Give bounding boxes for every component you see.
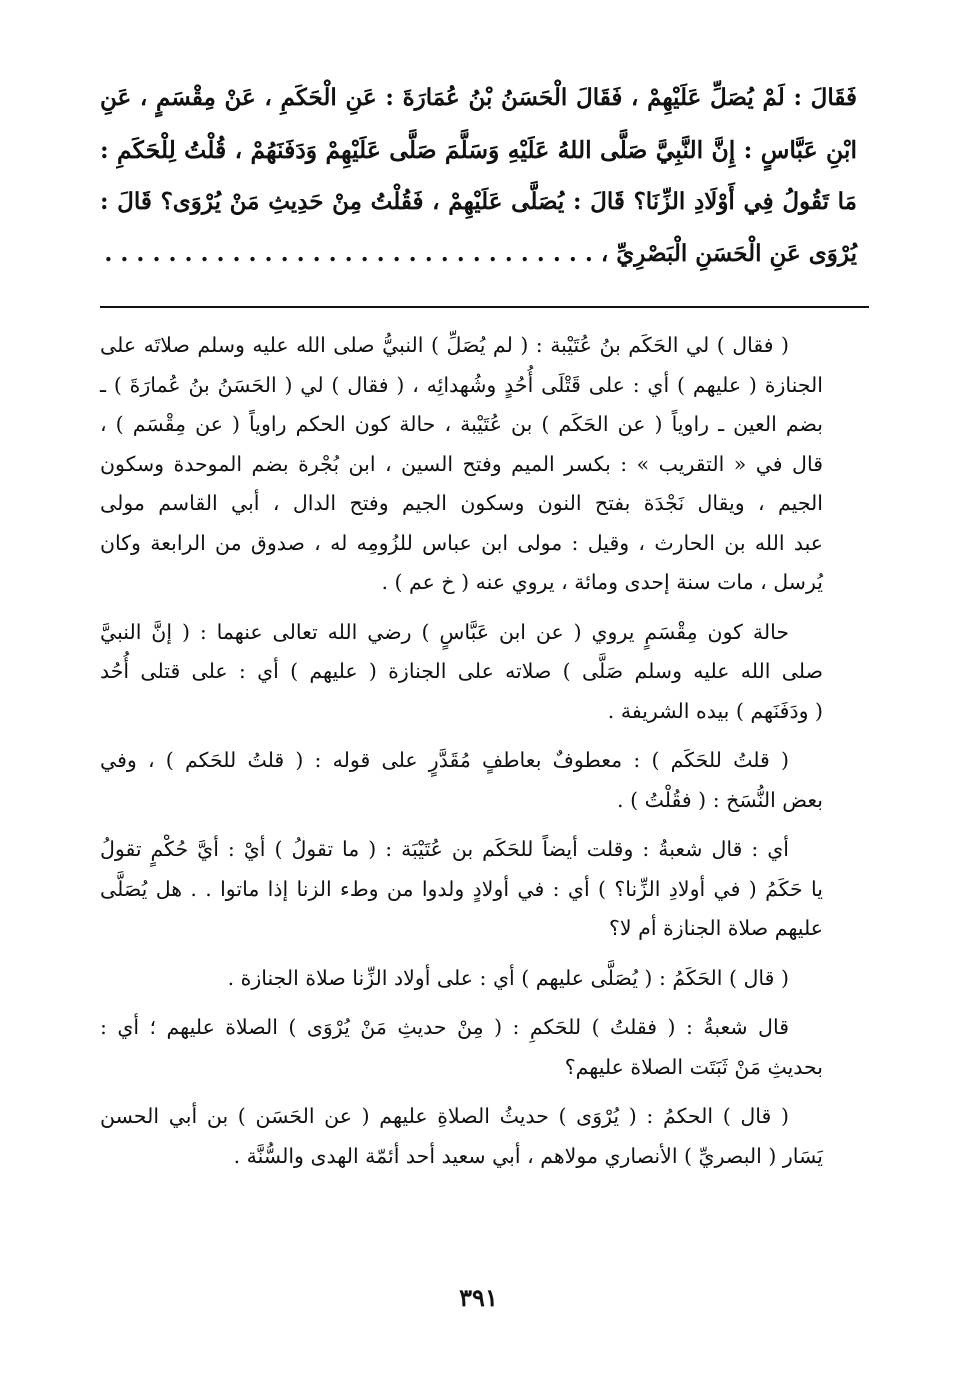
commentary-line: عليهم صلاة الجنازة أم لا؟ [609, 916, 823, 940]
commentary-line: حالة كون مِقْسَمٍ يروي ( عن ابن عَبَّاسٍ ) رضي الله تعالى عنهما : ( إنَّ النبيَّ [100, 619, 789, 644]
commentary-line: ( فقال ) لي الحَكَم بنُ عُتَيْبة : ( لم يُصَلِّ ) النبيُّ صلى الله عليه وسلم صلاتَه على [100, 333, 789, 357]
commentary-paragraph [100, 613, 857, 732]
commentary-paragraph [100, 741, 857, 820]
commentary-line: أي : قال شعبةُ : وقلت أيضاً للحَكَم بن عُتَيْبَة : ( ما تقولُ ) أيْ : أيَّ حُكْمٍ تقولُ [100, 837, 789, 861]
commentary-paragraph [100, 1008, 857, 1087]
main-text-line: فَقَالَ : لَمْ يُصَلِّ عَلَيْهِمْ ، فَقَالَ الْحَسَنُ بْنُ عُمَارَةَ : عَنِ الْحَكَمِ ، عَنْ مِقْسَمٍ ، عَنِ [100, 84, 857, 111]
commentary-line: بحديثِ مَنْ ثَبَتَت الصلاة عليهم؟ [564, 1054, 823, 1079]
main-hadith-text [100, 72, 857, 296]
commentary-line: عبد الله بن الحارث ، وقيل : مولى ابن عباس للزُومِه له ، صدوق من الرابعة وكان [100, 530, 823, 555]
commentary-line: ( ودَفَنَهم ) بيده الشريفة . [607, 698, 823, 723]
commentary-line: قال في « التقريب » : بكسر الميم وفتح السين ، ابن بُجْرة بضم الموحدة وسكون [100, 451, 823, 476]
commentary-line: ( قال ) الحَكَمُ : ( يُصَلَّى عليهم ) أي : على أولاد الزِّنا صلاة الجنازة . [227, 965, 789, 990]
commentary-line: قال شعبةُ : ( فقلتُ ) للحَكمِ : ( مِنْ حديثِ مَنْ يُرْوَى ) الصلاة عليهم ؛ أي : [100, 1015, 789, 1039]
commentary-line: يَسَار ( البصريِّ ) الأنصاري مولاهم ، أبي سعيد أحد أئمّة الهدى والسُّنَّة . [233, 1143, 823, 1168]
commentary-paragraph [100, 1097, 857, 1176]
commentary-line: الجنازة ( عليهم ) أي : على قَتْلَى أُحُدٍ وشُهدائِه ، ( فقال ) لي ( الحَسَنُ بنُ عُمارَةَ ) ـ [100, 372, 823, 397]
main-text-line: يُرْوَى عَنِ الْحَسَنِ الْبَصْرِيِّ ، . . . . . . . . . . . . . . . . . . . . . . . . . . . . . . . [104, 240, 857, 267]
section-divider [100, 306, 869, 308]
commentary-line: الجيم ، ويقال نَجْدَة بفتح النون وسكون الجيم وفتح الدال ، أبي القاسم مولى [100, 491, 823, 515]
commentary-paragraph [100, 830, 857, 949]
commentary-paragraph [100, 959, 857, 999]
commentary-line: ( قال ) الحكمُ : ( يُرْوَى ) حديثُ الصلاةِ عليهم ( عن الحَسَن ) بن أبي الحسن [100, 1104, 789, 1128]
main-text-line: مَا تَقُولُ فِي أَوْلَادِ الزِّنَا؟ قَالَ : يُصَلَّى عَلَيْهِمْ ، فَقُلْتُ مِنْ حَدِيثِ مَنْ يُرْوَى؟ قَالَ : [100, 188, 857, 215]
commentary-line: بعض النُّسَخ : ( فقُلْتُ ) . [617, 787, 823, 812]
main-text-line: ابْنِ عَبَّاسٍ : إِنَّ النَّبِيَّ صَلَّى اللهُ عَلَيْهِ وَسَلَّمَ صَلَّى عَلَيْهِمْ وَدَفَنَهُمْ ، قُلْتُ لِلْحَكَمِ : [100, 136, 857, 164]
commentary-section [100, 326, 857, 1186]
commentary-line: ( قلتُ للحَكَم ) : معطوفٌ بعاطفٍ مُقَدَّرٍ على قوله : ( قلتُ للحَكم ) ، وفي [100, 748, 789, 772]
commentary-line: يا حَكَمُ ( في أولادِ الزِّنا؟ ) أي : في أولادٍ ولدوا من وطء الزنا إذا ماتوا . . هل يُصَلَّى [100, 876, 823, 901]
commentary-paragraph [100, 326, 857, 603]
commentary-line: صلى الله عليه وسلم صَلَّى ) صلاته على الجنازة ( عليهم ) أي : على قتلى أُحُد [100, 659, 823, 683]
commentary-line: يُرسل ، مات سنة إحدى ومائة ، يروي عنه ( خ عم ) . [381, 570, 823, 594]
page-number: ٣٩١ [459, 1283, 498, 1312]
commentary-line: بضم العين ـ راوياً ( عن الحَكَم ) بن عُتَيْبة ، حالة كون الحكم راوياً ( عن مِقْسَم ) ، [100, 412, 823, 436]
